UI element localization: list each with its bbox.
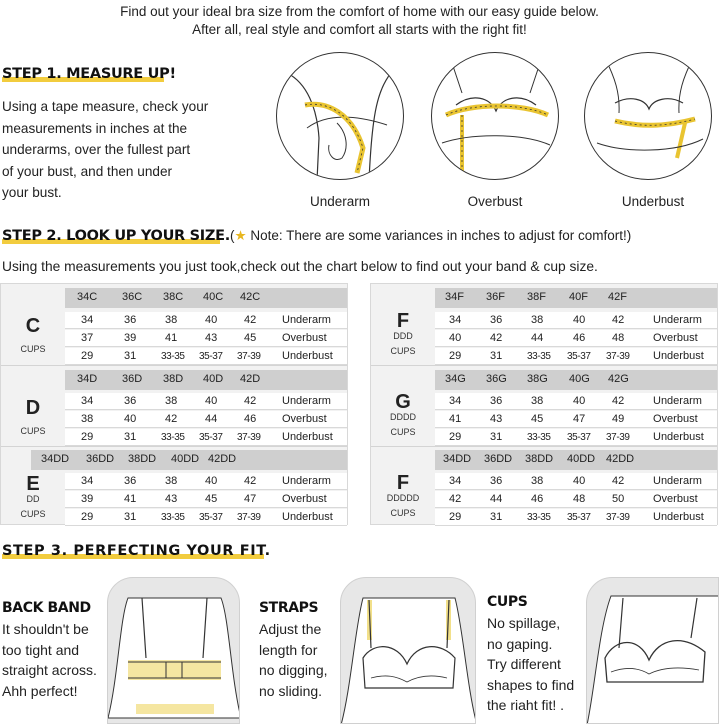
table-row: 34 36 38 40 42 Underarm xyxy=(65,473,347,490)
table-row: 41 43 45 47 49 Overbust xyxy=(435,411,717,428)
straps-title: STRAPS xyxy=(259,600,319,616)
size-band-c: C CUPS 34C 36C 38C 40C 42C 34 36 38 40 42 Underarm 37 39 41 43 45 Overbust 29 31 33-35 35-37 37-39 Underbust xyxy=(1,284,347,365)
table-row: 29 31 33-35 35-37 37-39 Underbust xyxy=(65,509,347,526)
step1-description: Using a tape measure, check your measurements in inches at the underarms, over the fullest part of your bust, and then under your bust. xyxy=(2,99,209,200)
table-row: 29 31 33-35 35-37 37-39 Underbust xyxy=(435,509,717,526)
size-band-f-ddddd: F DDDDD CUPS 34DD 36DD 38DD 40DD 42DD 34 36 38 40 42 Underarm 42 44 46 48 50 Overbust 29 31 33-35 35-37 37-39 Underbust xyxy=(371,446,717,527)
straps-illustration xyxy=(340,577,476,724)
caption-overbust: Overbust xyxy=(467,194,523,209)
intro-line-1: Find out your ideal bra size from the comfort of home with our easy guide below. xyxy=(120,4,599,19)
cups-text: No spillage, no gaping. Try different shapes to find the riaht fit! . xyxy=(487,615,575,713)
overbust-measure-illustration xyxy=(431,52,559,180)
table-row: 29 31 33-35 35-37 37-39 Underbust xyxy=(435,429,717,446)
underarm-measure-illustration xyxy=(276,52,404,180)
size-chart-left xyxy=(0,283,348,525)
size-band-d: D CUPS 34D 36D 38D 40D 42D 34 36 38 40 42 Underarm 38 40 42 44 46 Overbust 29 31 33-35 35-37 37-39 Underbust xyxy=(1,366,347,447)
step2-subtitle: Using the measurements you just took,check out the chart below to find out your band & cup size. xyxy=(2,259,598,274)
table-row: 29 31 33-35 35-37 37-39 Underbust xyxy=(435,348,717,365)
size-band-e: E DD CUPS 34DD 36DD 38DD 40DD 42DD 34 36 38 40 42 Underarm 39 41 43 45 47 Overbust 29 31 33-35 35-37 37-39 Underbust xyxy=(1,446,347,527)
table-row: 29 31 33-35 35-37 37-39 Underbust xyxy=(65,348,347,365)
table-row: 38 40 42 44 46 Overbust xyxy=(65,411,347,428)
intro-line-2: After all, real style and comfort all starts with the right fit! xyxy=(192,22,527,37)
caption-underbust: Underbust xyxy=(621,194,685,209)
step2-note: (★ Note: There are some variances in inches to adjust for comfort!) xyxy=(230,228,632,243)
size-chart-right xyxy=(370,283,718,525)
back-band-title: BACK BAND xyxy=(2,600,91,616)
table-row: 40 42 44 46 48 Overbust xyxy=(435,330,717,347)
step2-title: STEP 2. LOOK UP YOUR SIZE. xyxy=(2,228,230,244)
table-row: 29 31 33-35 35-37 37-39 Underbust xyxy=(65,429,347,446)
step3-title: STEP 3. PERFECTING YOUR FIT. xyxy=(2,543,271,559)
table-row: 34 36 38 40 42 Underarm xyxy=(435,393,717,410)
back-band-illustration xyxy=(107,577,240,724)
straps-text: Adjust the length for no digging, no sliding. xyxy=(259,621,328,699)
caption-underarm: Underarm xyxy=(309,194,371,209)
table-row: 42 44 46 48 50 Overbust xyxy=(435,491,717,508)
size-band-g-dddd: G DDDD CUPS 34G 36G 38G 40G 42G 34 36 38 40 42 Underarm 41 43 45 47 49 Overbust 29 31 33-35 35-37 37-39 Underbust xyxy=(371,366,717,447)
back-band-text: It shouldn't be too tight and straight across. Ahh perfect! xyxy=(2,621,97,699)
table-row: 34 36 38 40 42 Underarm xyxy=(65,393,347,410)
underbust-measure-illustration xyxy=(584,52,712,180)
table-row: 34 36 38 40 42 Underarm xyxy=(435,473,717,490)
cups-title: CUPS xyxy=(487,594,528,610)
table-row: 39 41 43 45 47 Overbust xyxy=(65,491,347,508)
step1-title: STEP 1. MEASURE UP! xyxy=(2,66,176,82)
size-band-f-ddd: F DDD CUPS 34F 36F 38F 40F 42F 34 36 38 40 42 Underarm 40 42 44 46 48 Overbust 29 31 33-35 35-37 37-39 Underbust xyxy=(371,284,717,365)
table-row: 34 36 38 40 42 Underarm xyxy=(435,312,717,329)
table-row: 37 39 41 43 45 Overbust xyxy=(65,330,347,347)
star-icon: ★ xyxy=(234,228,247,243)
table-row: 34 36 38 40 42 Underarm xyxy=(65,312,347,329)
cups-illustration xyxy=(586,577,719,724)
